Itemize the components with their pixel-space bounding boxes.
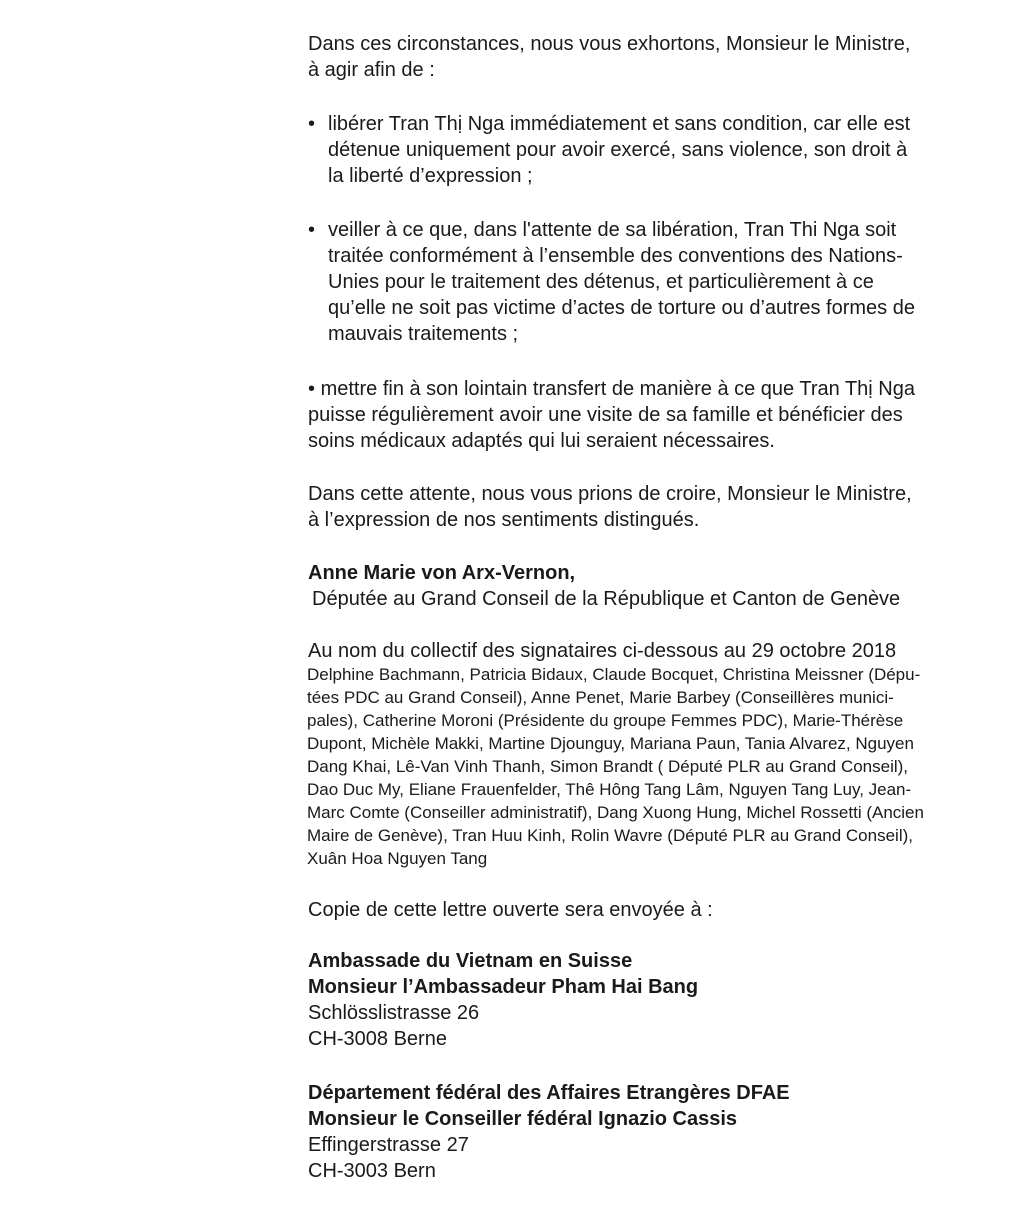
demand-line: Unies pour le traitement des détenus, et particulièrement à ce bbox=[328, 271, 874, 293]
signatory-name: Anne Marie von Arx-Vernon, bbox=[308, 562, 576, 584]
signatories-line: pales), Catherine Moroni (Présidente du groupe Femmes PDC), Marie-Thérèse bbox=[307, 711, 904, 730]
signature-block bbox=[308, 560, 1008, 612]
recipient-address bbox=[308, 948, 1008, 1052]
demand-line: traitée conformément à l’ensemble des conventions des Nations- bbox=[328, 245, 903, 267]
demand-line: puisse régulièrement avoir une visite de sa famille et bénéficier des bbox=[308, 404, 903, 426]
demand-line: mauvais traitements ; bbox=[328, 323, 519, 345]
bullet-marker: • bbox=[308, 378, 316, 400]
signatories-list bbox=[307, 663, 1017, 870]
demand-line: la liberté d’expression ; bbox=[328, 165, 533, 187]
signatories-line: Dupont, Michèle Makki, Martine Djounguy, Mariana Paun, Tania Alvarez, Nguyen bbox=[307, 734, 914, 753]
copy-notice: Copie de cette lettre ouverte sera envoyée à : bbox=[308, 899, 713, 921]
recipient-person: Monsieur l’Ambassadeur Pham Hai Bang bbox=[308, 976, 699, 998]
recipient-person: Monsieur le Conseiller fédéral Ignazio Cassis bbox=[308, 1108, 738, 1130]
recipient-city: CH-3003 Bern bbox=[308, 1160, 436, 1182]
demand-line: libérer Tran Thị Nga immédiatement et sans condition, car elle est bbox=[328, 113, 911, 135]
demand-line: détenue uniquement pour avoir exercé, sans violence, son droit à bbox=[328, 139, 908, 161]
closing-line: Dans cette attente, nous vous prions de croire, Monsieur le Ministre, bbox=[308, 483, 912, 505]
closing-paragraph bbox=[308, 481, 1008, 533]
recipient-street: Effingerstrasse 27 bbox=[308, 1134, 469, 1156]
recipient-city: CH-3008 Berne bbox=[308, 1028, 447, 1050]
signatories-line: Delphine Bachmann, Patricia Bidaux, Claude Bocquet, Christina Meissner (Dépu- bbox=[307, 665, 921, 684]
signatories-line: Marc Comte (Conseiller administratif), Dang Xuong Hung, Michel Rossetti (Ancien bbox=[307, 803, 924, 822]
demand-line: mettre fin à son lointain transfert de manière à ce que Tran Thị Nga bbox=[320, 378, 915, 400]
recipient-organization: Ambassade du Vietnam en Suisse bbox=[308, 950, 633, 972]
recipient-address bbox=[308, 1080, 1008, 1184]
intro-line: Dans ces circonstances, nous vous exhortons, Monsieur le Ministre, bbox=[308, 33, 911, 55]
demand-line: soins médicaux adaptés qui lui seraient nécessaires. bbox=[308, 430, 775, 452]
recipient-street: Schlösslistrasse 26 bbox=[308, 1002, 480, 1024]
collective-heading: Au nom du collectif des signataires ci-dessous au 29 octobre 2018 bbox=[308, 640, 897, 662]
demand-line: qu’elle ne soit pas victime d’actes de torture ou d’autres formes de bbox=[328, 297, 915, 319]
intro-paragraph bbox=[308, 31, 1008, 83]
signatories-line: Xuân Hoa Nguyen Tang bbox=[307, 849, 488, 868]
intro-line: à agir afin de : bbox=[308, 59, 435, 81]
demand-item bbox=[308, 217, 1008, 347]
recipient-organization: Département fédéral des Affaires Etrangères DFAE bbox=[308, 1082, 790, 1104]
demand-item bbox=[308, 111, 1008, 189]
demand-item bbox=[308, 376, 1008, 454]
signatories-line: Dao Duc My, Eliane Frauenfelder, Thê Hông Tang Lâm, Nguyen Tang Luy, Jean- bbox=[307, 780, 912, 799]
closing-line: à l’expression de nos sentiments distingués. bbox=[308, 509, 700, 531]
signatories-line: Maire de Genève), Tran Huu Kinh, Rolin Wavre (Député PLR au Grand Conseil), bbox=[307, 826, 913, 845]
bullet-marker: • bbox=[308, 219, 316, 241]
signatories-line: tées PDC au Grand Conseil), Anne Penet, Marie Barbey (Conseillères munici- bbox=[307, 688, 894, 707]
bullet-marker: • bbox=[308, 113, 316, 135]
signatories-line: Dang Khai, Lê-Van Vinh Thanh, Simon Brandt ( Député PLR au Grand Conseil), bbox=[307, 757, 909, 776]
signatory-role: Députée au Grand Conseil de la République et Canton de Genève bbox=[312, 588, 901, 610]
demand-line: veiller à ce que, dans l'attente de sa libération, Tran Thi Nga soit bbox=[328, 219, 897, 241]
